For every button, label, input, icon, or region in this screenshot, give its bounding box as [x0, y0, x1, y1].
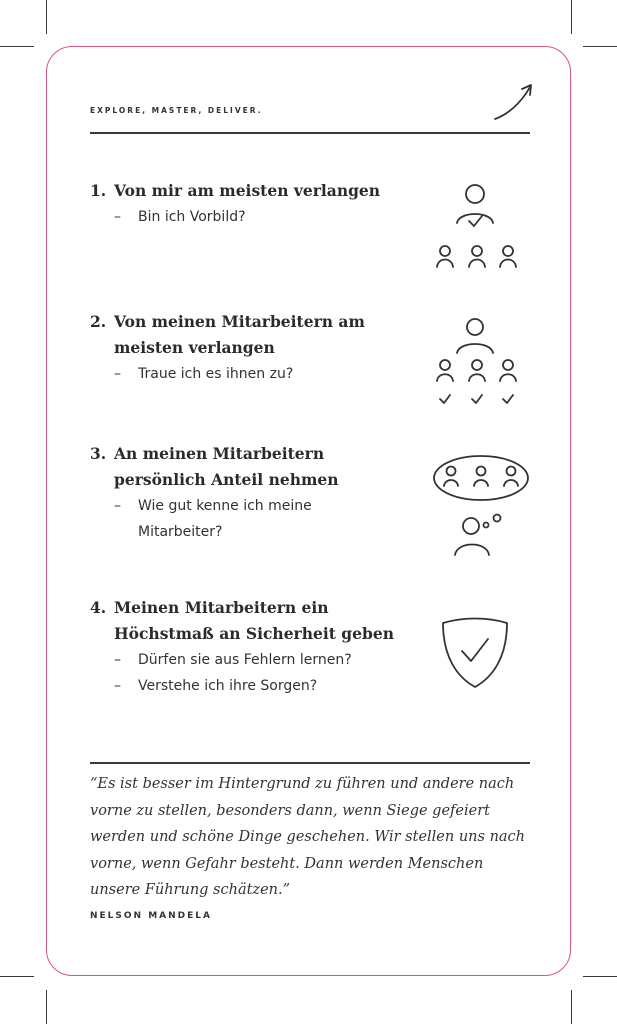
principle-number: 1.: [90, 181, 107, 200]
principle-item-2: [90, 309, 410, 387]
principle-title: 4. Meinen Mitarbeitern ein Höchstmaß an Sicherheit geben: [90, 598, 394, 643]
quote-author: NELSON MANDELA: [90, 911, 212, 921]
crop-mark: [0, 976, 34, 977]
shield-check-icon: [439, 613, 511, 693]
principle-question: – Bin ich Vorbild?: [114, 209, 246, 225]
principle-question: – Dürfen sie aus Fehlern lernen?: [114, 652, 352, 668]
principle-question: – Verstehe ich ihre Sorgen?: [114, 678, 318, 694]
crop-mark: [46, 990, 47, 1024]
principle-item-4: [90, 595, 410, 699]
principle-question: – Wie gut kenne ich meine Mitarbeiter?: [114, 498, 312, 540]
principle-question: – Traue ich es ihnen zu?: [114, 366, 294, 382]
quote-divider: [90, 762, 530, 764]
crop-mark: [571, 0, 572, 34]
crop-mark: [0, 46, 34, 47]
crop-mark: [583, 976, 617, 977]
principle-item-1: [90, 178, 410, 230]
leader-above-team-icon: [431, 179, 531, 271]
principle-title: 1. Von mir am meisten verlangen: [90, 178, 410, 204]
crop-mark: [571, 990, 572, 1024]
team-with-checks-icon: [431, 317, 531, 411]
crop-mark: [46, 0, 47, 34]
principle-title: 2. Von meinen Mitarbeitern am meisten verlangen: [90, 312, 365, 357]
principle-title: 3. An meinen Mitarbeitern persönlich Anteil nehmen: [90, 444, 339, 489]
tagline: EXPLORE, MASTER, DELIVER.: [90, 106, 263, 115]
trend-arrow-icon: [492, 81, 538, 123]
thought-bubble-team-icon: [431, 451, 535, 563]
crop-mark: [583, 46, 617, 47]
quote-text: “Es ist besser im Hintergrund zu führen und andere nach vorne zu stellen, besonders dann, wenn Siege gefeiert werden und schöne Dinge geschehen. Wir stellen uns nach vorne, wenn Gefahr besteht. Dann werden Menschen unsere Führung schätzen.”: [90, 776, 526, 898]
principle-item-3: [90, 441, 410, 545]
card: [46, 46, 571, 976]
header-divider: [90, 132, 530, 134]
